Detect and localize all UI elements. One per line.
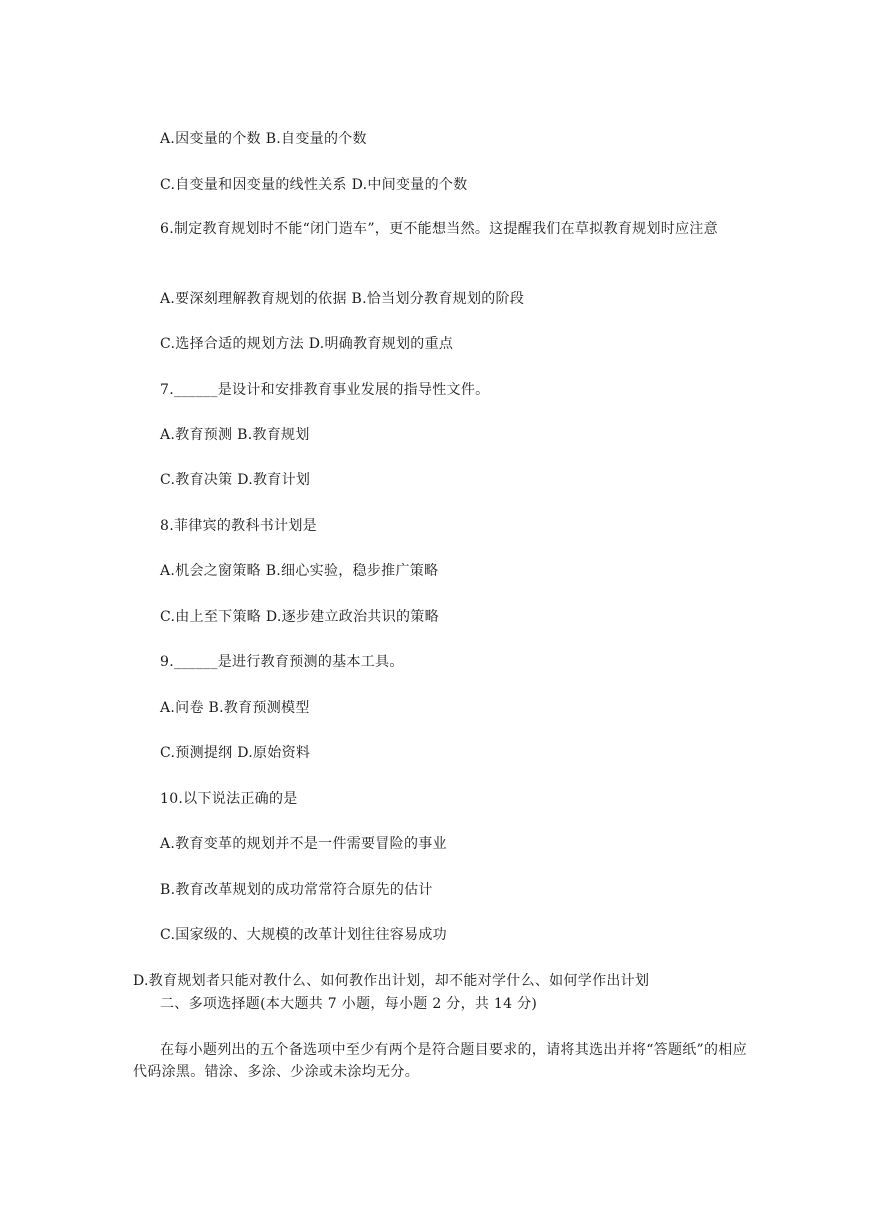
question-5-options-ab: A.因变量的个数 B.自变量的个数 bbox=[160, 131, 367, 147]
question-8-options-cd: C.由上至下策略 D.逐步建立政治共识的策略 bbox=[160, 609, 439, 625]
question-8-stem: 8.菲律宾的教科书计划是 bbox=[160, 518, 317, 534]
question-10-option-a: A.教育变革的规划并不是一件需要冒险的事业 bbox=[160, 836, 447, 852]
question-10-stem: 10.以下说法正确的是 bbox=[160, 791, 298, 807]
question-10-option-d: D.教育规划者只能对教什么、如何教作出计划，却不能对学什么、如何学作出计划 bbox=[133, 973, 650, 989]
question-6-options-cd: C.选择合适的规划方法 D.明确教育规划的重点 bbox=[160, 336, 454, 352]
question-9-options-cd: C.预测提纲 D.原始资料 bbox=[160, 745, 311, 761]
question-7-stem: 7.______是设计和安排教育事业发展的指导性文件。 bbox=[160, 382, 490, 398]
question-10-option-b: B.教育改革规划的成功常常符合原先的估计 bbox=[160, 882, 433, 898]
question-5-options-cd: C.自变量和因变量的线性关系 D.中间变量的个数 bbox=[160, 177, 468, 193]
section-2-heading: 二、多项选择题(本大题共 7 小题，每小题 2 分，共 14 分) bbox=[160, 996, 538, 1012]
question-7-options-ab: A.教育预测 B.教育规划 bbox=[160, 427, 310, 443]
question-9-options-ab: A.问卷 B.教育预测模型 bbox=[160, 700, 310, 716]
section-2-instructions: 在每小题列出的五个备选项中至少有两个是符合题目要求的，请将其选出并将“答题纸”的相应代码涂黑。错涂、多涂、少涂或未涂均无分。 bbox=[133, 1042, 747, 1080]
question-8-options-ab: A.机会之窗策略 B.细心实验，稳步推广策略 bbox=[160, 563, 439, 579]
question-9-stem: 9.______是进行教育预测的基本工具。 bbox=[160, 654, 404, 670]
question-6-stem: 6.制定教育规划时不能“闭门造车”，更不能想当然。这提醒我们在草拟教育规划时应注意 bbox=[160, 221, 718, 237]
question-7-options-cd: C.教育决策 D.教育计划 bbox=[160, 472, 311, 488]
question-6-options-ab: A.要深刻理解教育规划的依据 B.恰当划分教育规划的阶段 bbox=[160, 291, 525, 307]
question-10-option-c: C.国家级的、大规模的改革计划往往容易成功 bbox=[160, 927, 447, 943]
